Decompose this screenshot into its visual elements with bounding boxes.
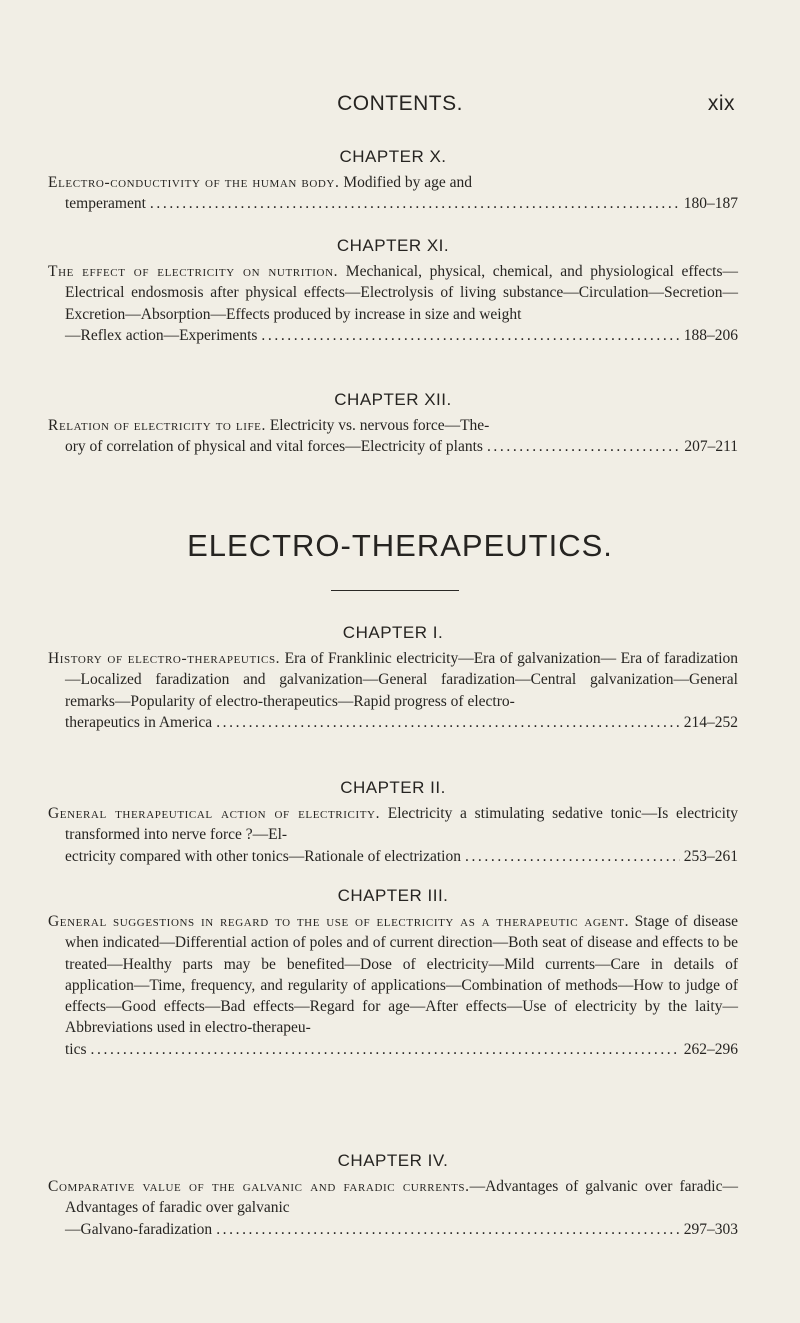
toc-entry-chapter-i <box>48 622 738 733</box>
chapter-title: General therapeutical action of electricity. <box>48 805 381 822</box>
page-range: 253–261 <box>683 847 738 865</box>
page-range: 207–211 <box>684 438 738 456</box>
chapter-topics-end: temperament <box>65 195 146 213</box>
page-number: xix <box>707 92 735 115</box>
chapter-topics: Electricity vs. nervous force—The- <box>265 417 490 434</box>
page-range: 188–206 <box>683 326 738 344</box>
chapter-summary <box>48 648 738 712</box>
chapter-page-line <box>48 436 738 457</box>
toc-entry-chapter-xii <box>48 389 738 458</box>
chapter-summary <box>48 803 738 846</box>
chapter-topics: —Advantages of galvanic over faradic—Advantages of faradic over galvanic <box>65 1178 738 1217</box>
chapter-topics: Modified by age and <box>339 174 473 191</box>
toc-entry-chapter-iv <box>48 1150 738 1240</box>
chapter-page-line <box>48 712 738 733</box>
chapter-topics: Stage of disease when indicated—Differential action of poles and of current direction—Both seat of disease and effects to be treated—Healthy parts may be benefited—Dose of electricity—Mild currents—Care in details of application—Time, frequency, and regularity of applications—Combination of methods—How to judge of effects—Good effects—Bad effects—Regard for age—After effects—Use of electricity by the laity—Abbreviations used in electro-therapeu- <box>65 913 738 1037</box>
toc-entry-chapter-iii <box>48 885 738 1060</box>
chapter-title: The effect of electricity on nutrition. <box>48 263 339 280</box>
chapter-heading: CHAPTER IV. <box>337 1151 449 1170</box>
chapter-heading: CHAPTER II. <box>340 778 446 797</box>
chapter-summary <box>48 172 738 193</box>
chapter-heading: CHAPTER XII. <box>334 390 452 409</box>
toc-entry-chapter-xi <box>48 235 738 346</box>
chapter-topics-end: ectricity compared with other tonics—Rationale of electrization <box>65 847 461 865</box>
chapter-page-line <box>48 846 738 867</box>
section-title: ELECTRO-THERAPEUTICS. <box>187 528 613 563</box>
chapter-summary <box>48 415 738 436</box>
chapter-summary <box>48 1176 738 1219</box>
chapter-heading: CHAPTER X. <box>339 147 447 166</box>
dot-leader <box>487 436 680 457</box>
page-range: 262–296 <box>683 1040 738 1058</box>
chapter-summary <box>48 911 738 1039</box>
chapter-page-line <box>48 325 738 346</box>
dot-leader <box>216 1219 680 1240</box>
chapter-topics-end: therapeutics in America <box>65 713 213 731</box>
dot-leader <box>150 193 680 214</box>
chapter-title: Electro-conductivity of the human body. <box>48 174 340 191</box>
chapter-topics: Electricity a stimulating sedative tonic—Is electricity transformed into nerve force ?—El- <box>65 805 738 844</box>
chapter-title: Relation of electricity to life. <box>48 417 266 434</box>
chapter-topics-end: —Galvano-faradization <box>65 1220 213 1238</box>
dot-leader <box>465 846 680 867</box>
chapter-summary <box>48 261 738 325</box>
dot-leader <box>261 325 679 346</box>
running-head-title: CONTENTS. <box>337 92 463 115</box>
toc-entry-chapter-x <box>48 146 738 215</box>
chapter-topics-end: ory of correlation of physical and vital forces—Electricity of plants <box>65 438 483 456</box>
section-divider <box>331 590 459 591</box>
page-range: 180–187 <box>683 195 738 213</box>
chapter-title: Comparative value of the galvanic and faradic currents. <box>48 1178 470 1195</box>
chapter-title: General suggestions in regard to the use of electricity as a therapeutic agent. <box>48 913 630 930</box>
chapter-heading: CHAPTER I. <box>342 623 444 642</box>
chapter-heading: CHAPTER XI. <box>336 236 450 255</box>
chapter-topics: Era of Franklinic electricity—Era of galvanization— Era of faradization—Localized faradization and galvanization—General faradization—Central galvanization—General remarks—Popularity of electro-therapeutics—Rapid progress of electro- <box>65 650 738 710</box>
chapter-title: History of electro-therapeutics. <box>48 650 281 667</box>
chapter-page-line <box>48 1039 738 1060</box>
dot-leader <box>216 712 680 733</box>
page-range: 297–303 <box>683 1220 738 1238</box>
toc-entry-chapter-ii <box>48 777 738 867</box>
page-range: 214–252 <box>683 713 738 731</box>
chapter-topics-end: tics <box>65 1040 87 1058</box>
chapter-page-line <box>48 193 738 214</box>
chapter-page-line <box>48 1219 738 1240</box>
chapter-topics: Mechanical, physical, chemical, and physiological effects—Electrical endosmosis after physical effects—Electrolysis of living substance—Circulation—Secretion—Excretion—Absorption—Effects produced by increase in size and weight <box>65 263 738 323</box>
running-head <box>0 92 800 122</box>
chapter-heading: CHAPTER III. <box>337 886 449 905</box>
chapter-topics-end: —Reflex action—Experiments <box>65 326 258 344</box>
dot-leader <box>91 1039 680 1060</box>
